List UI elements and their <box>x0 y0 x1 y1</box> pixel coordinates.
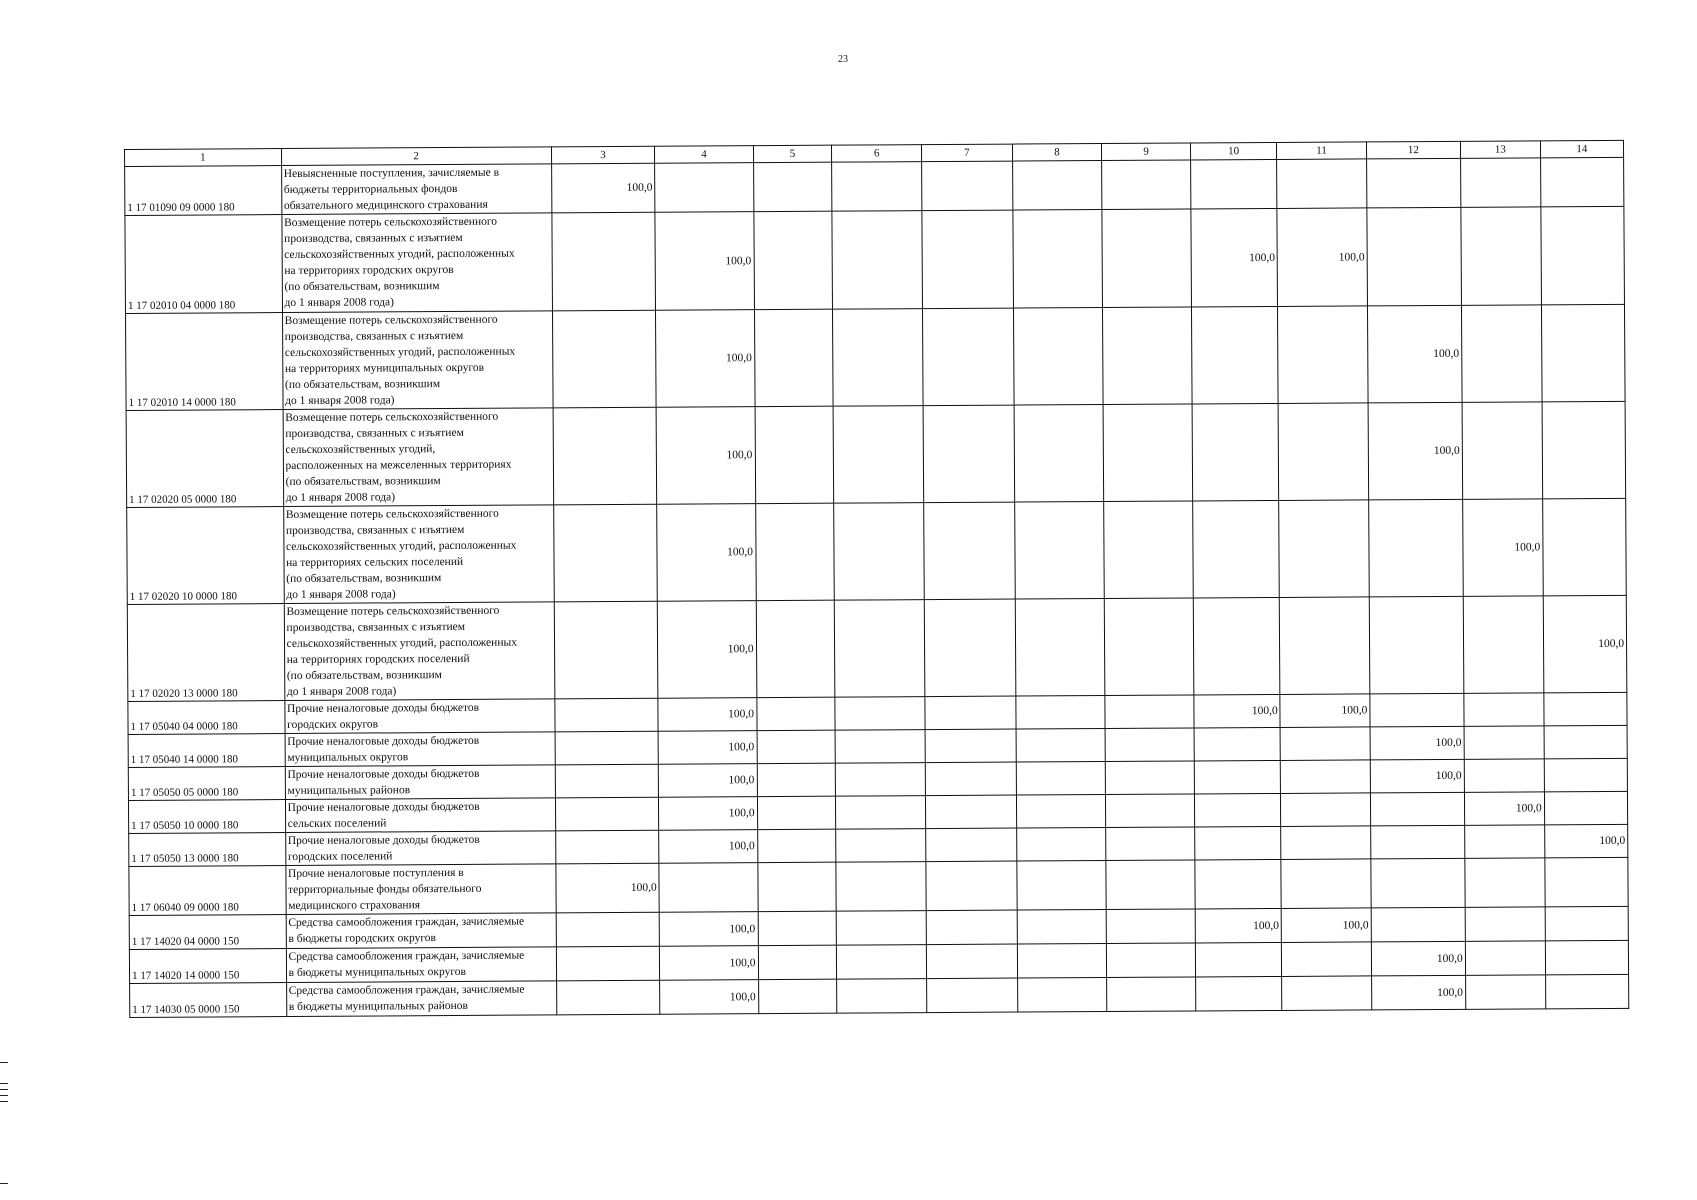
norm-value-col-12 <box>1367 207 1462 306</box>
revenue-name-line: до 1 января 2008 года) <box>285 491 396 505</box>
revenue-name-line: городских поселений <box>287 850 393 864</box>
budget-code: 1 17 01090 09 0000 180 <box>125 166 282 216</box>
norm-value-col-10 <box>1193 597 1280 695</box>
margin-mark <box>0 1089 8 1090</box>
norm-value-col-7 <box>926 861 1017 911</box>
norm-value-col-12: 100,0 <box>1370 759 1464 793</box>
column-header-4: 4 <box>655 146 753 164</box>
norm-value-col-14: 100,0 <box>1543 595 1627 693</box>
norm-value-col-8 <box>1012 161 1102 211</box>
budget-code: 1 17 14020 04 0000 150 <box>129 915 286 950</box>
revenue-name-line: до 1 января 2008 года) <box>285 394 395 408</box>
norm-value-col-4 <box>655 163 754 213</box>
revenue-name-line: на территориях сельских поселений <box>286 555 464 570</box>
revenue-name-line: Возмещение потерь сельскохозяйственного <box>284 215 498 230</box>
norm-value-col-12: 100,0 <box>1370 726 1464 760</box>
norm-value-col-5 <box>755 406 834 503</box>
column-header-12: 12 <box>1366 141 1460 159</box>
norm-value-col-11 <box>1278 306 1368 404</box>
norm-value-col-5 <box>757 862 836 911</box>
budget-revenue-table <box>124 140 1629 1018</box>
norm-value-col-4 <box>659 863 758 913</box>
norm-value-col-9 <box>1103 307 1192 405</box>
budget-code: 1 17 02010 04 0000 180 <box>125 215 282 314</box>
norm-value-col-8 <box>1017 978 1107 1013</box>
norm-value-col-5 <box>758 911 837 945</box>
norm-value-col-11: 100,0 <box>1280 694 1370 728</box>
norm-value-col-4: 100,0 <box>656 407 755 505</box>
norm-value-col-5 <box>757 796 836 829</box>
norm-value-col-3 <box>551 212 655 311</box>
norm-value-col-14 <box>1545 974 1628 1009</box>
norm-value-col-10 <box>1192 403 1279 501</box>
norm-value-col-5 <box>757 763 836 796</box>
norm-value-col-12 <box>1366 158 1460 208</box>
norm-value-col-9 <box>1102 209 1191 308</box>
norm-value-col-5 <box>758 979 837 1013</box>
revenue-name <box>286 981 556 1017</box>
column-header-6: 6 <box>832 145 922 163</box>
norm-value-col-3 <box>555 797 659 831</box>
budget-code: 1 17 05040 04 0000 180 <box>128 701 285 735</box>
norm-value-col-14 <box>1542 498 1626 596</box>
revenue-name-line: сельских поселений <box>287 817 387 831</box>
revenue-name-line: Средства самообложения граждан, зачисляемые <box>288 949 525 964</box>
norm-value-col-12 <box>1369 499 1464 597</box>
revenue-name-line: Прочие неналоговые доходы бюджетов <box>287 734 480 749</box>
revenue-name-line: (по обязательствам, возникшим <box>285 475 441 489</box>
revenue-name-line: Прочие неналоговые поступления в <box>287 866 464 881</box>
norm-value-col-5 <box>755 503 834 600</box>
norm-value-col-7 <box>922 308 1013 406</box>
budget-code: 1 17 06040 09 0000 180 <box>129 866 286 916</box>
budget-code: 1 17 05050 13 0000 180 <box>129 833 286 867</box>
norm-value-col-10: 100,0 <box>1194 694 1281 728</box>
norm-value-col-4: 100,0 <box>656 310 755 408</box>
norm-value-col-10 <box>1194 793 1281 827</box>
budget-code: 1 17 14020 14 0000 150 <box>129 949 286 984</box>
norm-value-col-13 <box>1463 596 1543 693</box>
revenue-name-line: обязательного медицинского страхования <box>283 198 488 213</box>
norm-value-col-12: 100,0 <box>1371 941 1465 976</box>
norm-value-col-4: 100,0 <box>659 797 757 831</box>
revenue-name <box>285 864 555 915</box>
norm-value-col-4: 100,0 <box>658 731 756 765</box>
revenue-name-line: Возмещение потерь сельскохозяйственного <box>284 313 498 328</box>
norm-value-col-11 <box>1277 159 1367 209</box>
norm-value-col-14 <box>1545 906 1628 941</box>
norm-value-col-3: 100,0 <box>551 163 655 213</box>
revenue-name <box>285 765 555 800</box>
norm-value-col-13 <box>1465 858 1545 907</box>
norm-value-col-6 <box>835 600 925 698</box>
norm-value-col-14 <box>1545 857 1629 907</box>
revenue-name-line: Прочие неналоговые доходы бюджетов <box>286 701 480 716</box>
revenue-name-line: (по обязательствам, возникшим <box>284 280 440 294</box>
revenue-name-line: до 1 января 2008 года) <box>286 685 397 699</box>
margin-mark <box>0 1095 8 1096</box>
norm-value-col-9 <box>1105 695 1194 729</box>
norm-value-col-11 <box>1278 403 1368 501</box>
revenue-name <box>285 732 555 767</box>
norm-value-col-11 <box>1282 976 1372 1011</box>
norm-value-col-6 <box>834 503 924 601</box>
norm-value-col-3 <box>556 912 660 947</box>
norm-value-col-10: 100,0 <box>1191 208 1278 307</box>
norm-value-col-13 <box>1465 941 1545 975</box>
column-header-5: 5 <box>753 145 832 162</box>
revenue-name-line: до 1 января 2008 года) <box>286 588 396 602</box>
page-number: 23 <box>838 54 848 65</box>
norm-value-col-14 <box>1544 758 1627 792</box>
norm-value-col-9 <box>1105 598 1194 696</box>
revenue-name-line: (по обязательствам, возникшим <box>286 572 442 586</box>
revenue-name-line: Возмещение потерь сельскохозяйственного <box>285 507 499 522</box>
norm-value-col-6 <box>836 829 926 863</box>
column-header-3: 3 <box>551 146 655 164</box>
revenue-name-line: Прочие неналоговые доходы бюджетов <box>287 833 480 848</box>
norm-value-col-13 <box>1461 207 1542 305</box>
budget-code: 1 17 02020 13 0000 180 <box>127 604 284 702</box>
revenue-name <box>286 947 556 983</box>
revenue-name <box>285 798 555 833</box>
norm-value-col-9 <box>1107 977 1196 1012</box>
norm-value-col-7 <box>925 762 1016 796</box>
norm-value-col-11 <box>1281 793 1371 827</box>
norm-value-col-5 <box>757 730 836 763</box>
revenue-name-line: Невыясненные поступления, зачисляемые в <box>283 166 500 181</box>
norm-value-col-14 <box>1545 940 1628 975</box>
norm-value-col-3 <box>556 980 660 1015</box>
norm-value-col-10 <box>1194 727 1281 761</box>
norm-value-col-3 <box>553 407 657 505</box>
norm-value-col-8 <box>1013 308 1103 406</box>
norm-value-col-7 <box>925 729 1016 763</box>
budget-code: 1 17 05050 10 0000 180 <box>128 800 285 834</box>
revenue-name <box>282 311 553 410</box>
norm-value-col-9 <box>1104 501 1193 599</box>
revenue-name-line: Средства самообложения граждан, зачисляемые <box>288 915 525 930</box>
norm-value-col-13 <box>1464 693 1544 726</box>
norm-value-col-8 <box>1016 696 1106 730</box>
norm-value-col-13 <box>1462 402 1542 499</box>
norm-value-col-12 <box>1371 858 1465 908</box>
revenue-name-line: сельскохозяйственных угодий, расположенных <box>285 539 517 554</box>
revenue-name <box>281 164 551 215</box>
revenue-name-line: в бюджеты городских округов <box>288 932 436 946</box>
table-row <box>127 498 1627 604</box>
revenue-name-line: бюджеты территориальных фондов <box>283 182 458 197</box>
norm-value-col-12 <box>1369 596 1464 694</box>
revenue-name <box>286 913 556 949</box>
revenue-name-line: до 1 января 2008 года) <box>284 296 394 310</box>
norm-value-col-5 <box>756 697 835 730</box>
revenue-name <box>284 699 554 734</box>
norm-value-col-8 <box>1016 729 1106 763</box>
revenue-name-line: сельскохозяйственных угодий, расположенных <box>284 345 516 360</box>
revenue-name-line: Средства самообложения граждан, зачисляемые <box>288 983 525 998</box>
budget-code: 1 17 02010 14 0000 180 <box>126 313 283 411</box>
norm-value-col-8 <box>1013 210 1103 309</box>
norm-value-col-6 <box>833 309 923 407</box>
norm-value-col-11 <box>1279 500 1369 598</box>
budget-code: 1 17 02020 10 0000 180 <box>127 507 284 605</box>
norm-value-col-7 <box>927 978 1018 1013</box>
norm-value-col-12: 100,0 <box>1368 402 1463 500</box>
norm-value-col-11 <box>1281 826 1371 860</box>
norm-value-col-10 <box>1190 159 1277 209</box>
revenue-name-line: на территориях муниципальных округов <box>284 361 485 376</box>
revenue-name-line: производства, связанных с изъятием <box>284 329 464 344</box>
revenue-name-line: сельскохозяйственных угодий, расположенных <box>284 247 515 262</box>
norm-value-col-13 <box>1464 759 1544 792</box>
margin-mark <box>0 1062 8 1063</box>
norm-value-col-8 <box>1016 828 1106 862</box>
norm-value-col-11 <box>1279 597 1369 695</box>
norm-value-col-13 <box>1464 825 1544 858</box>
norm-value-col-5 <box>756 600 835 697</box>
norm-value-col-14 <box>1544 791 1627 825</box>
norm-value-col-9 <box>1106 827 1195 861</box>
norm-value-col-4: 100,0 <box>660 946 758 981</box>
revenue-name-line: (по обязательствам, возникшим <box>286 669 442 683</box>
norm-value-col-9 <box>1102 160 1191 210</box>
norm-value-col-13 <box>1464 726 1544 759</box>
norm-value-col-9 <box>1106 909 1195 944</box>
norm-value-col-9 <box>1106 761 1195 795</box>
norm-value-col-6 <box>837 911 927 946</box>
norm-value-col-13: 100,0 <box>1462 499 1542 596</box>
norm-value-col-10 <box>1191 306 1278 404</box>
budget-code: 1 17 05040 14 0000 180 <box>128 734 285 768</box>
norm-value-col-9 <box>1106 794 1195 828</box>
norm-value-col-14: 100,0 <box>1544 824 1627 858</box>
budget-code: 1 17 02020 05 0000 180 <box>126 410 283 508</box>
norm-value-col-7 <box>925 696 1016 730</box>
revenue-name-line: производства, связанных с изъятием <box>285 523 465 538</box>
table-row <box>126 401 1626 507</box>
revenue-name-line: производства, связанных с изъятием <box>286 620 466 635</box>
budget-code: 1 17 14030 05 0000 150 <box>130 983 287 1018</box>
norm-value-col-7 <box>926 828 1017 862</box>
revenue-name-line: сельскохозяйственных угодий, расположенных <box>286 636 517 651</box>
norm-value-col-5 <box>754 309 833 406</box>
column-header-2: 2 <box>281 147 551 166</box>
norm-value-col-8 <box>1016 795 1106 829</box>
norm-value-col-7 <box>925 795 1016 829</box>
norm-value-col-8 <box>1014 405 1104 503</box>
norm-value-col-8 <box>1017 944 1107 979</box>
norm-value-col-11: 100,0 <box>1277 208 1367 307</box>
norm-value-col-11 <box>1280 760 1370 794</box>
norm-value-col-3 <box>555 764 659 798</box>
norm-value-col-9 <box>1107 943 1196 978</box>
norm-value-col-6 <box>836 763 926 797</box>
revenue-name-line: сельскохозяйственных угодий, <box>285 443 436 457</box>
norm-value-col-7 <box>922 161 1013 211</box>
norm-value-col-6 <box>835 730 925 764</box>
norm-value-col-6 <box>832 211 922 310</box>
norm-value-col-10 <box>1195 976 1282 1011</box>
norm-value-col-12 <box>1370 693 1464 727</box>
column-header-1: 1 <box>125 149 282 167</box>
norm-value-col-7 <box>926 944 1017 979</box>
norm-value-col-5 <box>753 162 832 211</box>
norm-value-col-6 <box>836 796 926 830</box>
column-header-8: 8 <box>1012 144 1102 162</box>
norm-value-col-13 <box>1465 907 1545 941</box>
norm-value-col-13 <box>1465 975 1545 1009</box>
revenue-name-line: муниципальных районов <box>287 784 411 798</box>
norm-value-col-12 <box>1370 792 1464 826</box>
revenue-name-line: производства, связанных с изъятием <box>285 426 464 441</box>
norm-value-col-5 <box>758 945 837 979</box>
norm-value-col-14 <box>1544 725 1627 759</box>
norm-value-col-3 <box>554 601 658 699</box>
revenue-name <box>283 408 554 507</box>
revenue-name-line: Возмещение потерь сельскохозяйственного <box>286 604 500 619</box>
norm-value-col-7 <box>922 210 1013 309</box>
norm-value-col-3 <box>552 310 656 408</box>
norm-value-col-14 <box>1540 157 1624 207</box>
norm-value-col-12 <box>1371 825 1465 859</box>
table-row <box>127 595 1627 701</box>
norm-value-col-8 <box>1017 910 1107 945</box>
revenue-name-line: муниципальных округов <box>287 751 409 765</box>
norm-value-col-3 <box>556 946 660 981</box>
norm-value-col-8 <box>1016 762 1106 796</box>
norm-value-col-4: 100,0 <box>659 912 757 947</box>
revenue-name-line: Прочие неналоговые доходы бюджетов <box>287 767 480 782</box>
revenue-name-line: в бюджеты муниципальных округов <box>288 965 467 980</box>
margin-mark <box>0 1183 8 1184</box>
norm-value-col-12: 100,0 <box>1371 975 1465 1010</box>
norm-value-col-8 <box>1014 502 1104 600</box>
norm-value-col-4: 100,0 <box>660 980 758 1015</box>
revenue-name-line: территориальные фонды обязательного <box>288 882 482 897</box>
norm-value-col-13 <box>1460 158 1540 207</box>
revenue-name <box>284 602 555 701</box>
norm-value-col-10 <box>1193 500 1280 598</box>
norm-value-col-14 <box>1544 692 1627 726</box>
revenue-name-line: городских округов <box>287 718 379 732</box>
norm-value-col-6 <box>837 979 927 1014</box>
norm-value-col-8 <box>1017 861 1107 911</box>
norm-value-col-6 <box>833 406 923 504</box>
revenue-name-line: на территориях городских поселений <box>286 652 470 667</box>
revenue-name-line: Прочие неналоговые доходы бюджетов <box>287 800 480 815</box>
norm-value-col-11 <box>1282 942 1372 977</box>
table-row <box>126 304 1626 410</box>
revenue-name-line: медицинского страхования <box>288 899 421 913</box>
norm-value-col-3 <box>553 504 657 602</box>
revenue-name <box>281 213 552 313</box>
norm-value-col-14 <box>1541 206 1625 305</box>
norm-value-col-11 <box>1280 727 1370 761</box>
budget-code: 1 17 05050 05 0000 180 <box>128 767 285 801</box>
norm-value-col-3 <box>554 698 658 732</box>
column-header-10: 10 <box>1190 142 1276 160</box>
norm-value-col-3 <box>555 731 659 765</box>
norm-value-col-10 <box>1195 942 1282 977</box>
revenue-name-line: производства, связанных с изъятием <box>284 231 463 246</box>
revenue-name <box>283 505 554 604</box>
norm-value-col-5 <box>757 829 836 862</box>
norm-value-col-4: 100,0 <box>655 212 754 311</box>
norm-value-col-4: 100,0 <box>657 504 756 602</box>
margin-mark <box>0 1083 8 1084</box>
column-header-11: 11 <box>1277 142 1367 160</box>
norm-value-col-14 <box>1542 401 1626 499</box>
column-header-9: 9 <box>1102 143 1191 161</box>
revenue-name-line: Возмещение потерь сельскохозяйственного <box>285 410 499 425</box>
norm-value-col-10: 100,0 <box>1195 908 1282 943</box>
column-header-14: 14 <box>1540 140 1623 158</box>
column-header-13: 13 <box>1460 141 1540 158</box>
norm-value-col-3: 100,0 <box>555 863 659 913</box>
norm-value-col-6 <box>832 162 922 212</box>
norm-value-col-4: 100,0 <box>658 601 757 699</box>
norm-value-col-7 <box>926 910 1017 945</box>
revenue-name-line: (по обязательствам, возникшим <box>285 378 441 392</box>
norm-value-col-8 <box>1015 599 1105 697</box>
revenue-name-line: расположенных на межселенных территориях <box>285 458 512 473</box>
table-body <box>125 157 1629 1017</box>
norm-value-col-11: 100,0 <box>1281 908 1371 943</box>
norm-value-col-6 <box>837 945 927 980</box>
norm-value-col-7 <box>924 502 1015 600</box>
revenue-name <box>285 831 555 866</box>
norm-value-col-11 <box>1281 859 1371 909</box>
margin-mark <box>0 1101 8 1102</box>
norm-value-col-10 <box>1194 760 1281 794</box>
norm-value-col-10 <box>1195 826 1282 860</box>
norm-value-col-7 <box>923 405 1014 503</box>
norm-value-col-9 <box>1103 404 1192 502</box>
norm-value-col-3 <box>555 830 659 864</box>
table-row <box>125 206 1625 313</box>
norm-value-col-6 <box>835 697 925 731</box>
norm-value-col-9 <box>1105 728 1194 762</box>
norm-value-col-5 <box>753 211 832 309</box>
norm-value-col-14 <box>1541 304 1625 402</box>
norm-value-col-6 <box>836 862 926 912</box>
norm-value-col-12: 100,0 <box>1367 305 1462 403</box>
norm-value-col-12 <box>1371 907 1465 942</box>
revenue-name-line: на территориях городских округов <box>284 263 454 278</box>
norm-value-col-4: 100,0 <box>658 698 756 732</box>
column-header-7: 7 <box>921 144 1012 162</box>
norm-value-col-10 <box>1195 859 1282 909</box>
revenue-name-line: в бюджеты муниципальных районов <box>288 999 469 1014</box>
norm-value-col-4: 100,0 <box>659 764 757 798</box>
norm-value-col-4: 100,0 <box>659 830 757 864</box>
norm-value-col-13: 100,0 <box>1464 792 1544 825</box>
norm-value-col-13 <box>1461 305 1541 402</box>
norm-value-col-7 <box>924 599 1015 697</box>
norm-value-col-9 <box>1106 860 1195 910</box>
